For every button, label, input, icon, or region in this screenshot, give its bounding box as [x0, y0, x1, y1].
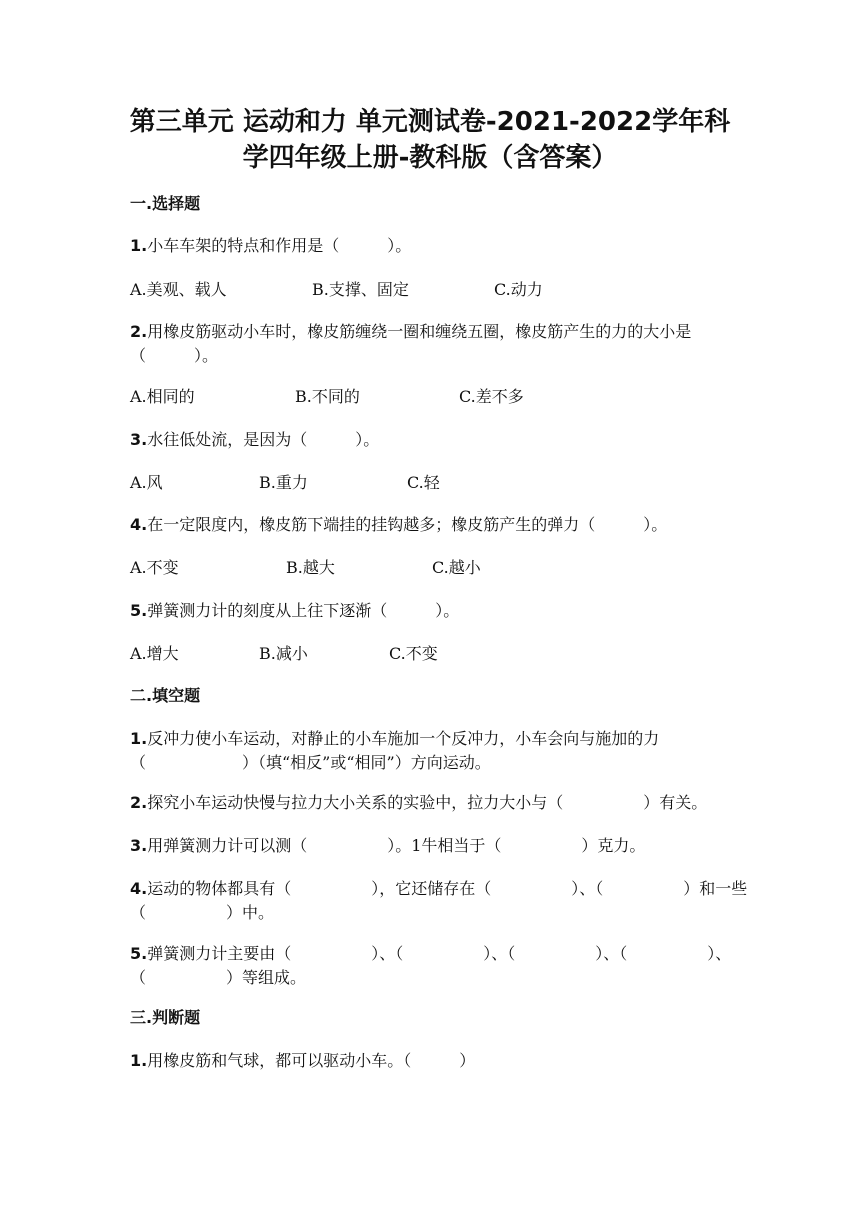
option-b: B.减小: [259, 644, 308, 663]
question-text: 1.反冲力使小车运动，对静止的小车施加一个反冲力，小车会向与施加的力（ ）（填“相反”或“相同”）方向运动。: [130, 729, 660, 772]
question-text: 2.用橡皮筋驱动小车时，橡皮筋缠绕一圈和缠绕五圈，橡皮筋产生的力的大小是（ ）。: [130, 322, 692, 365]
question-text: 1.小车车架的特点和作用是（ ）。: [130, 236, 412, 255]
option-c: C.动力: [494, 280, 543, 299]
section-heading-fill-blank: 二.填空题: [130, 686, 201, 705]
question-text: 5.弹簧测力计主要由（ ）、（ ）、（ ）、（ ）、（ ）等组成。: [130, 944, 732, 987]
option-c: C.轻: [407, 473, 440, 492]
option-b: B.越大: [286, 558, 335, 577]
option-a: A.风: [130, 473, 163, 492]
title-line-2: 学四年级上册-教科版（含答案）: [242, 143, 618, 173]
option-b: B.重力: [259, 473, 308, 492]
question-text: 3.用弹簧测力计可以测（ ）。1牛相当于（ ）克力。: [130, 836, 646, 855]
option-b: B.支撑、固定: [312, 280, 409, 299]
section-heading-true-false: 三.判断题: [130, 1008, 201, 1027]
option-a: A.美观、载人: [130, 280, 227, 299]
page-title: [100, 104, 760, 176]
option-c: C.差不多: [459, 387, 524, 406]
option-b: B.不同的: [295, 387, 360, 406]
question-text: 4.在一定限度内，橡皮筋下端挂的挂钩越多；橡皮筋产生的弹力（ ）。: [130, 515, 668, 534]
title-line-1: 第三单元 运动和力 单元测试卷-2021-2022学年科: [129, 107, 731, 137]
option-c: C.不变: [389, 644, 438, 663]
question-text: 3.水往低处流，是因为（ ）。: [130, 430, 380, 449]
question-text: 5.弹簧测力计的刻度从上往下逐渐（ ）。: [130, 601, 460, 620]
question-text: 1.用橡皮筋和气球，都可以驱动小车。（ ）: [130, 1051, 476, 1070]
question-text: 4.运动的物体都具有（ ），它还储存在（ ）、（ ）和一些（ ）中。: [130, 879, 748, 922]
option-a: A.增大: [130, 644, 179, 663]
section-heading-choice: 一.选择题: [130, 194, 201, 213]
question-text: 2.探究小车运动快慢与拉力大小关系的实验中，拉力大小与（ ）有关。: [130, 793, 708, 812]
option-a: A.不变: [130, 558, 179, 577]
option-c: C.越小: [432, 558, 481, 577]
option-a: A.相同的: [130, 387, 195, 406]
